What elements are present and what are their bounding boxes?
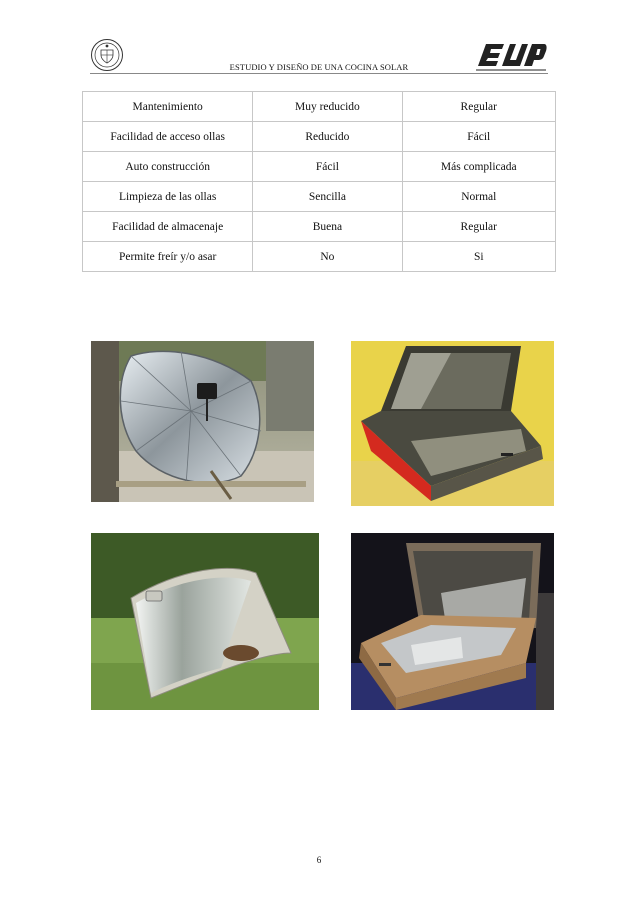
table-cell: Fácil bbox=[253, 152, 402, 182]
table-cell: Mantenimiento bbox=[83, 92, 253, 122]
table-cell: Auto construcción bbox=[83, 152, 253, 182]
table-cell: Sencilla bbox=[253, 182, 402, 212]
table-cell: Si bbox=[402, 242, 555, 272]
table-cell: Buena bbox=[253, 212, 402, 242]
table-row bbox=[83, 152, 556, 182]
table-cell: Normal bbox=[402, 182, 555, 212]
table-cell: Regular bbox=[402, 92, 555, 122]
table-cell: Facilidad de acceso ollas bbox=[83, 122, 253, 152]
cylindrical-solar-cooker-grass-photo bbox=[91, 533, 319, 710]
solar-box-cooker-red-photo bbox=[351, 341, 554, 506]
solar-box-cooker-wooden-photo bbox=[351, 533, 554, 710]
parabolic-solar-cooker-photo bbox=[91, 341, 314, 502]
header-divider bbox=[90, 73, 548, 74]
table-row bbox=[83, 92, 556, 122]
table-cell: Reducido bbox=[253, 122, 402, 152]
table-row bbox=[83, 242, 556, 272]
table-cell: Permite freír y/o asar bbox=[83, 242, 253, 272]
table-cell: Fácil bbox=[402, 122, 555, 152]
table-cell: Limpieza de las ollas bbox=[83, 182, 253, 212]
table-row bbox=[83, 212, 556, 242]
header-title: ESTUDIO Y DISEÑO DE UNA COCINA SOLAR bbox=[229, 62, 409, 72]
comparison-table bbox=[82, 91, 556, 272]
table-row bbox=[83, 122, 556, 152]
page-number: 6 bbox=[316, 855, 322, 865]
table-cell: Muy reducido bbox=[253, 92, 402, 122]
table-cell: Facilidad de almacenaje bbox=[83, 212, 253, 242]
table-cell: No bbox=[253, 242, 402, 272]
table-cell: Regular bbox=[402, 212, 555, 242]
table-cell: Más complicada bbox=[402, 152, 555, 182]
table-row bbox=[83, 182, 556, 212]
